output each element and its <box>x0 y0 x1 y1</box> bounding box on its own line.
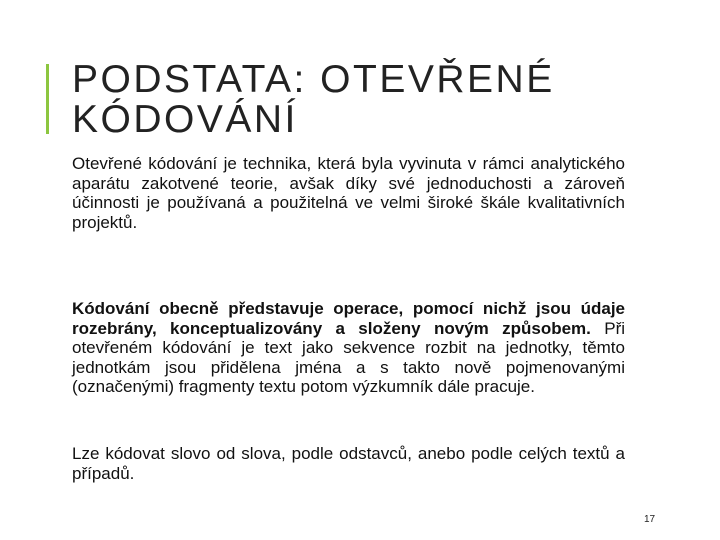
paragraph-coding-definition <box>72 299 625 397</box>
paragraph-coding-units: Lze kódovat slovo od slova, podle odstavců, anebo podle celých textů a případů. <box>72 444 625 483</box>
title-accent-bar <box>46 64 49 134</box>
paragraph-open-coding-intro: Otevřené kódování je technika, která byla vyvinuta v rámci analytického aparátu zakotvené teorie, avšak díky své jednoduchosti a zároveň účinnosti je používaná a použitelná ve velmi široké škále kvalitativních projektů. <box>72 154 625 232</box>
slide-title-line-2: KÓDOVÁNÍ <box>72 98 298 141</box>
coding-definition-rest: Při otevřeném kódování je text jako sekvence rozbit na jednotky, těmto jednotkám jsou přidělena jména a s takto nově pojmenovanými (označenými) fragmenty textu potom výzkumník dále pracuje. <box>72 318 626 396</box>
coding-definition-bold: Kódování obecně představuje operace, pomocí nichž jsou údaje rozebrány, konceptualizovány a složeny novým způsobem. <box>72 299 625 338</box>
slide-title <box>72 60 555 140</box>
slide-title-line-1: PODSTATA: OTEVŘENÉ <box>72 58 555 101</box>
page-number: 17 <box>644 514 656 525</box>
